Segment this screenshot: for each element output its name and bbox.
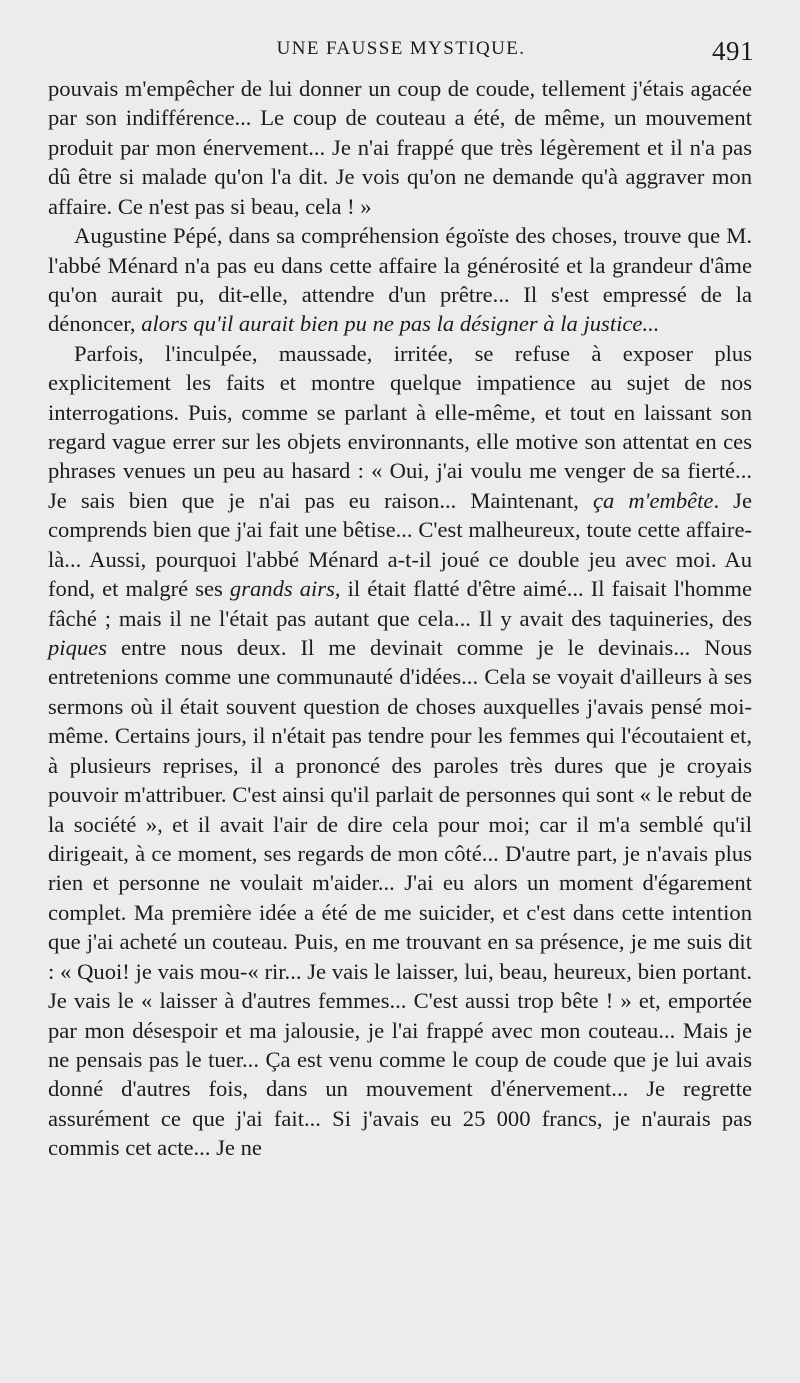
text-run: Parfois, l'inculpée, maussade, irritée, se refuse à exposer plus explicitement les faits et montre quelque impatience au sujet de nos interrogations. Puis, comme se parlant à elle-même, et tout en laissant son regard vague errer sur les objets environnants, elle motive son attentat en ces phrases venues un peu au hasard : « Oui, j'ai voulu me venger de sa fierté... Je sais bien que je n'ai pas eu raison... Maintenant,	[48, 340, 752, 513]
running-title: UNE FAUSSE MYSTIQUE.	[276, 38, 526, 59]
paragraph-text: pouvais m'empêcher de lui donner un coup de coude, tellement j'étais agacée par son indifférence... Le coup de couteau a été, de même, un mouvement produit par mon énervement... Je n'ai frappé que très légèrement et il n'a pas dû être si malade qu'on l'a dit. Je vois qu'on ne demande qu'à aggraver mon affaire. Ce n'est pas si beau, cela ! »	[48, 76, 752, 219]
text-run: Augustine Pépé, dans sa compréhension égoïste des choses, trouve que M. l'abbé Ménard n'a pas eu dans cette affaire la générosité et la grandeur d'âme qu'on aurait pu, dit-elle, attendre d'un prêtre... Il s'est empressé de la dénoncer,	[48, 223, 752, 337]
text-run: entre nous deux. Il me devinait comme je le devinais... Nous entretenions comme une communauté d'idées... Cela se voyait d'ailleurs à ses sermons où il était souvent question de choses auxquelles j'avais pensé moi-même. Certains jours, il n'était pas tendre pour les femmes qui l'écoutaient et, à plusieurs reprises, il a prononcé des paroles très dures que je croyais pouvoir m'attribuer. C'est ainsi qu'il parlait de personnes qui sont « le rebut de la société », et il avait l'air de dire cela pour moi; car il m'a semblé qu'il dirigeait, à ce moment, ses regards de mon côté... D'autre part, je n'avais plus rien et personne ne voulait m'aider... J'ai eu alors un moment d'égarement complet. Ma première idée a été de me suicider, et c'est dans cette intention que j'ai acheté un couteau. Puis, en me trouvant en sa présence, je me suis dit : « Quoi! je vais mou-« rir... Je vais le laisser, lui, beau, heureux, bien portant. Je vais le « laisser à d'autres femmes... C'est aussi trop bête ! » et, emportée par mon désespoir et ma jalousie, je l'ai frappé avec mon couteau... Mais je ne pensais pas le tuer... Ça est venu comme le coup de coude que je lui avais donné d'autres fois, dans un mouvement d'énervement... Je regrette assurément ce que j'ai fait... Si j'avais eu 25 000 francs, je n'aurais pas commis cet acte... Je ne	[48, 635, 752, 1161]
body-text	[48, 74, 752, 1163]
text-run: . Je comprends bien que j'ai fait une bêtise... C'est malheureux, toute cette affaire-là... Aussi, pourquoi l'abbé Ménard a-t-il joué ce double jeu avec moi. Au fond, et malgré ses	[48, 487, 752, 602]
paragraph-continuation	[48, 74, 752, 221]
italic-run: ça m'embête	[592, 487, 714, 513]
italic-run: alors qu'il aurait bien pu ne pas la désigner à la justice...	[141, 311, 660, 337]
running-head	[48, 36, 754, 70]
page-number: 491	[712, 36, 754, 66]
italic-run: grands airs	[229, 576, 335, 602]
text-run: , il était flatté d'être aimé... Il faisait l'homme fâché ; mais il ne l'était pas autant que cela... Il y avait des taquineries, des	[48, 576, 752, 631]
paragraph-parfois	[48, 339, 752, 1163]
italic-run: piques	[48, 635, 107, 661]
paragraph-augustine	[48, 221, 752, 339]
